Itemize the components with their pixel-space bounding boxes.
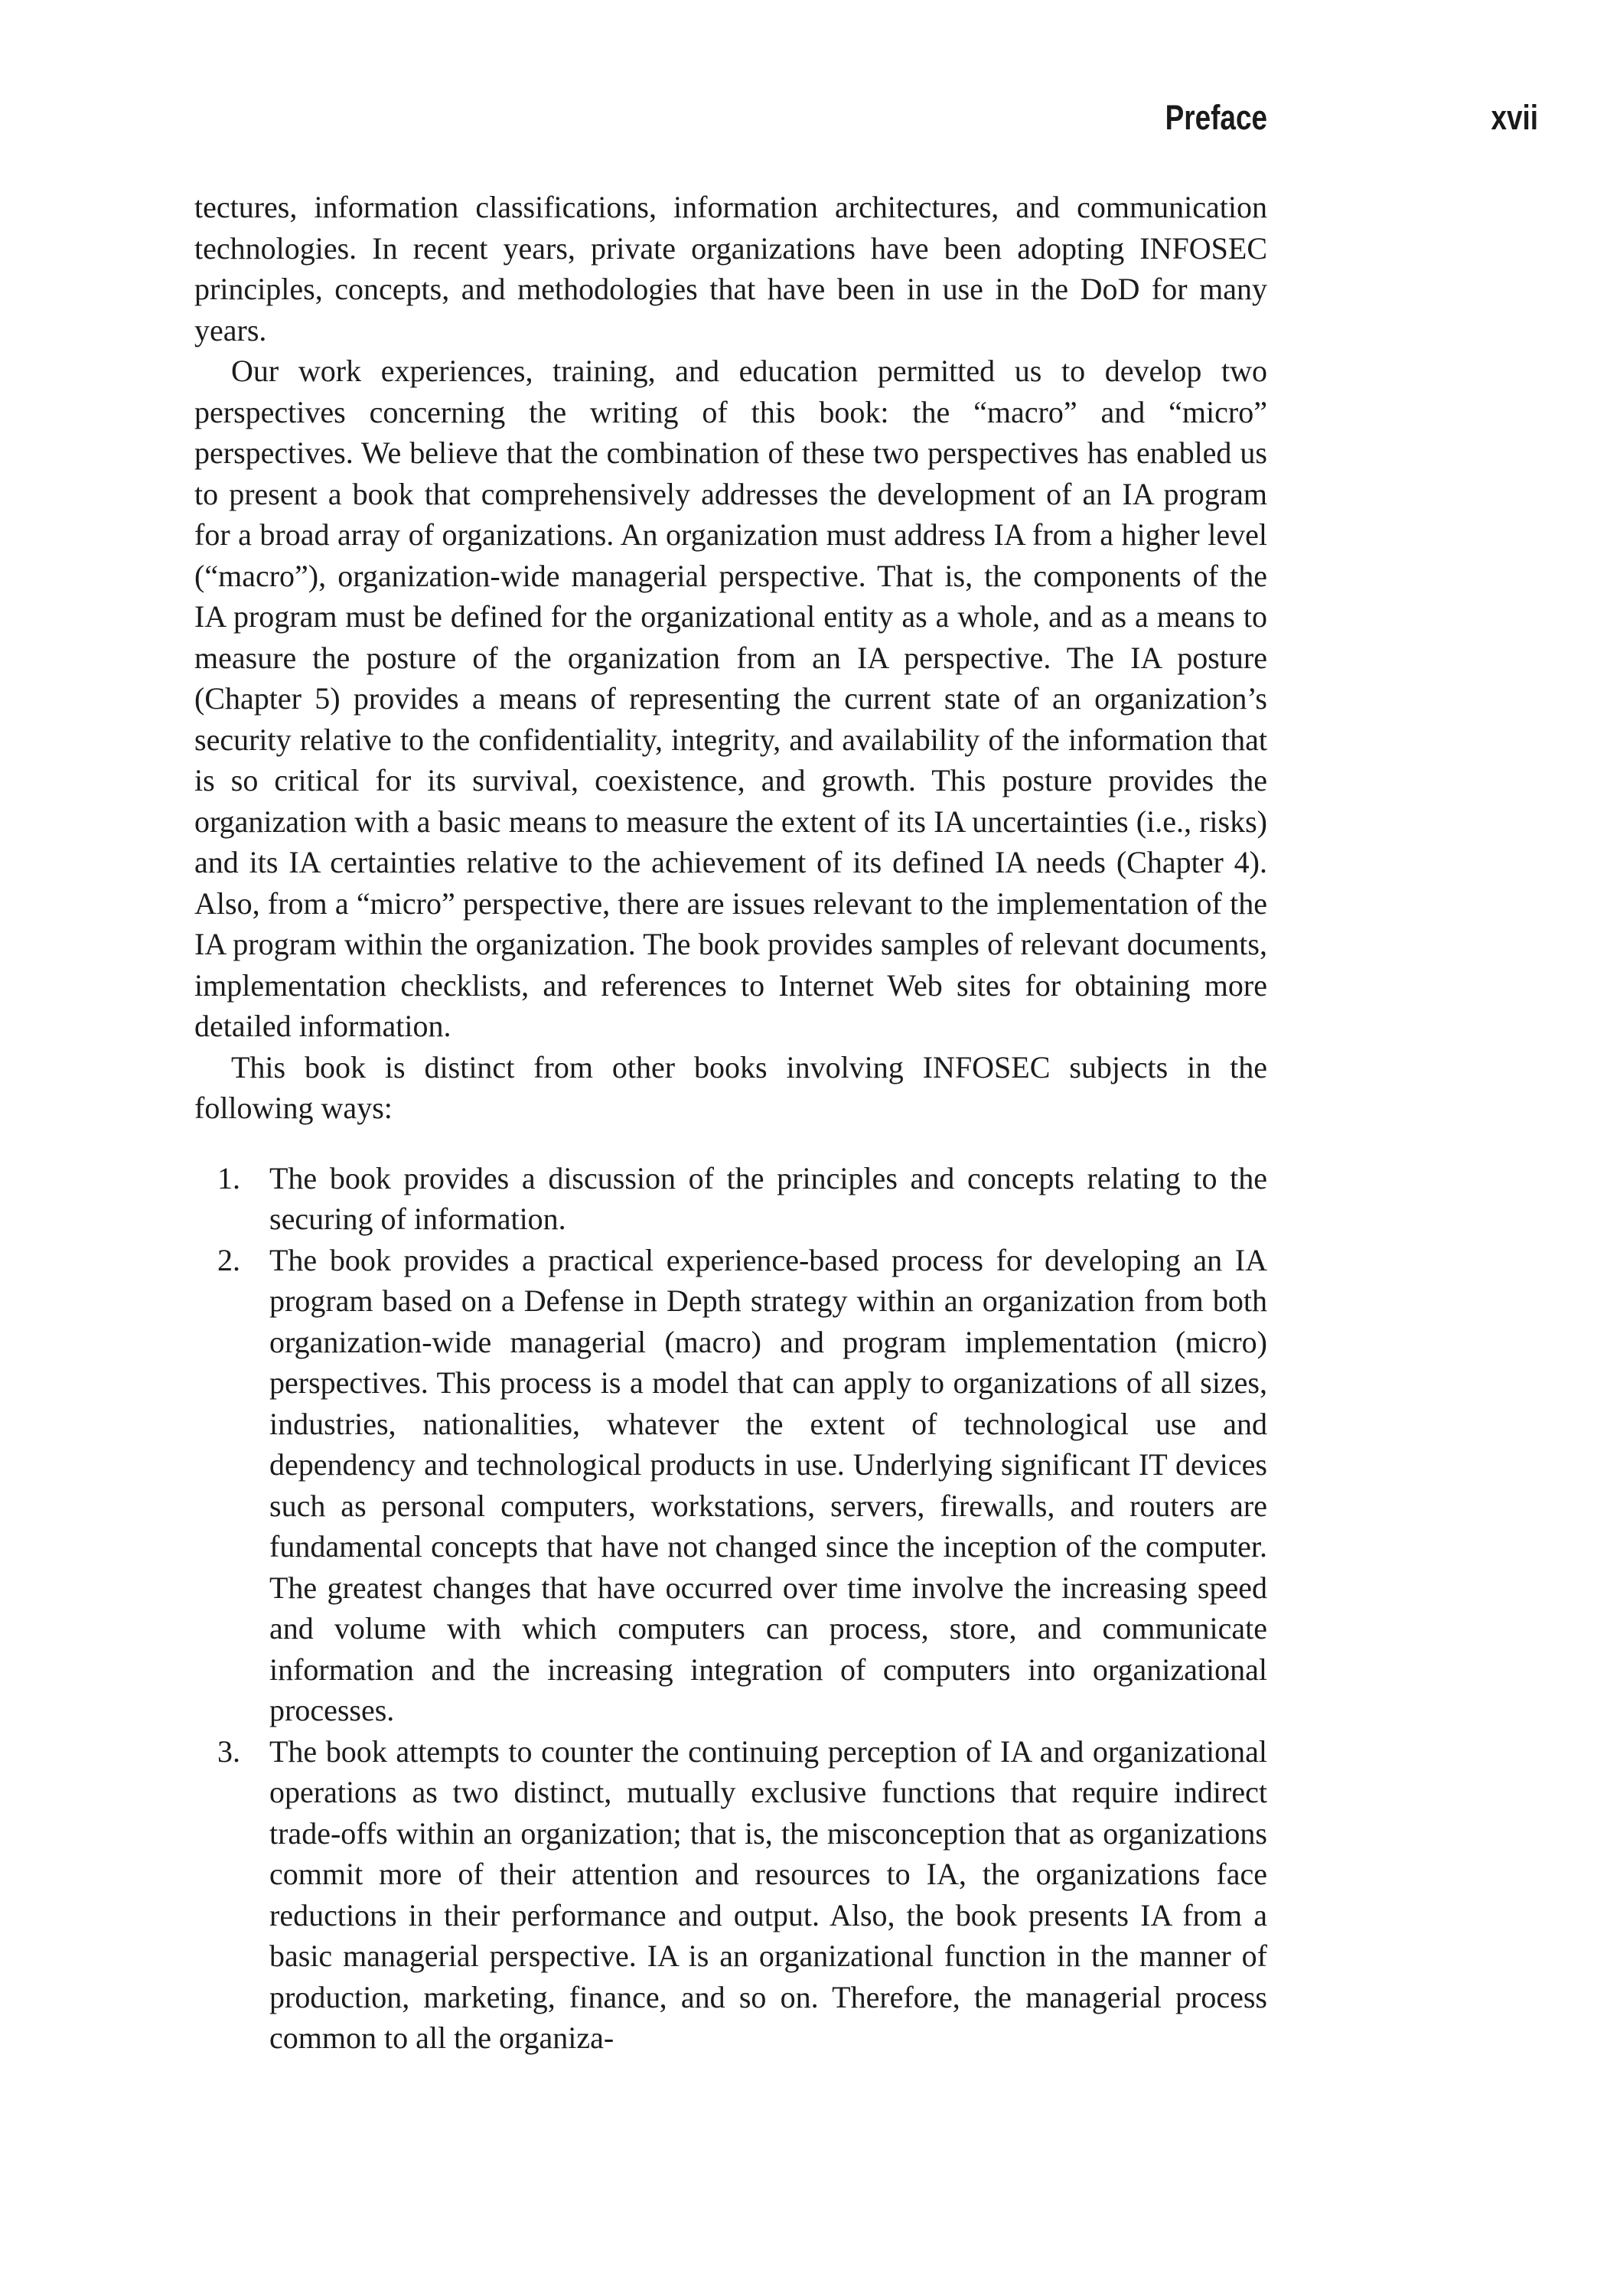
list-item-text: The book provides a practical experience-based process for developing an IA program based on a Defense in Depth strategy within an organization from both organization-wide managerial (macro) and program implementation (micro) perspectives. This process is a model that can apply to organizations of all sizes, industries, nationalities, whatever the extent of technological use and dependency and technological products in use. Underlying significant IT devices such as personal computers, workstations, servers, firewalls, and routers are fundamental concepts that have not changed since the inception of the computer. The greatest changes that have occurred over time involve the increasing speed and volume with which computers can process, store, and communicate information and the increasing integration of computers into organizational processes. (269, 1242, 1267, 1727)
list-item (194, 1240, 1267, 1731)
list-item (194, 1158, 1267, 1240)
paragraph-distinct: This book is distinct from other books involving INFOSEC subjects in the following ways: (194, 1049, 1267, 1125)
page-number: xvii (1491, 98, 1538, 137)
paragraph-continued: tectures, information classifications, information architectures, and communication technologies. In recent years, private organizations have been adopting INFOSEC principles, concepts, and methodologies that have been in use in the DoD for many years. (194, 190, 1267, 347)
list-item-text: The book attempts to counter the continuing perception of IA and organizational operations as two distinct, mutually exclusive functions that require indirect trade-offs within an organization; that is, the misconception that as organizations commit more of their attention and resources to IA, the organizations face reductions in their performance and output. Also, the book presents IA from a basic managerial perspective. IA is an organizational function in the manner of production, marketing, finance, and so on. Therefore, the managerial process common to all the organiza- (269, 1733, 1267, 2055)
numbered-list (194, 1158, 1267, 2059)
body-text (194, 187, 1267, 2059)
paragraph-perspectives: Our work experiences, training, and education permitted us to develop two perspectives concerning the writing of this book: the “macro” and “micro” perspectives. We believe that the combination of these two perspectives has enabled us to present a book that comprehensively addresses the development of an IA program for a broad array of organizations. An organization must address IA from a higher level (“macro”), organization-wide managerial perspective. That is, the components of the IA program must be defined for the organizational entity as a whole, and as a means to measure the posture of the organization from an IA perspective. The IA posture (Chapter 5) provides a means of representing the current state of an organization’s security relative to the confidentiality, integrity, and availability of the information that is so critical for its survival, coexistence, and growth. This posture provides the organization with a basic means to measure the extent of its IA uncertainties (i.e., risks) and its IA certainties relative to the achievement of its defined IA needs (Chapter 4). Also, from a “micro” perspective, there are issues relevant to the implementation of the IA program within the organization. The book provides samples of relevant documents, implementation checklists, and references to Internet Web sites for obtaining more detailed information. (194, 354, 1267, 1043)
list-item (194, 1731, 1267, 2059)
list-item-number: 3. (217, 1733, 240, 1769)
list-item-number: 1. (217, 1160, 240, 1195)
list-item-text: The book provides a discussion of the principles and concepts relating to the securing of information. (269, 1160, 1267, 1236)
running-head (1102, 98, 1538, 144)
section-title: Preface (1165, 98, 1267, 137)
list-item-number: 2. (217, 1242, 240, 1277)
